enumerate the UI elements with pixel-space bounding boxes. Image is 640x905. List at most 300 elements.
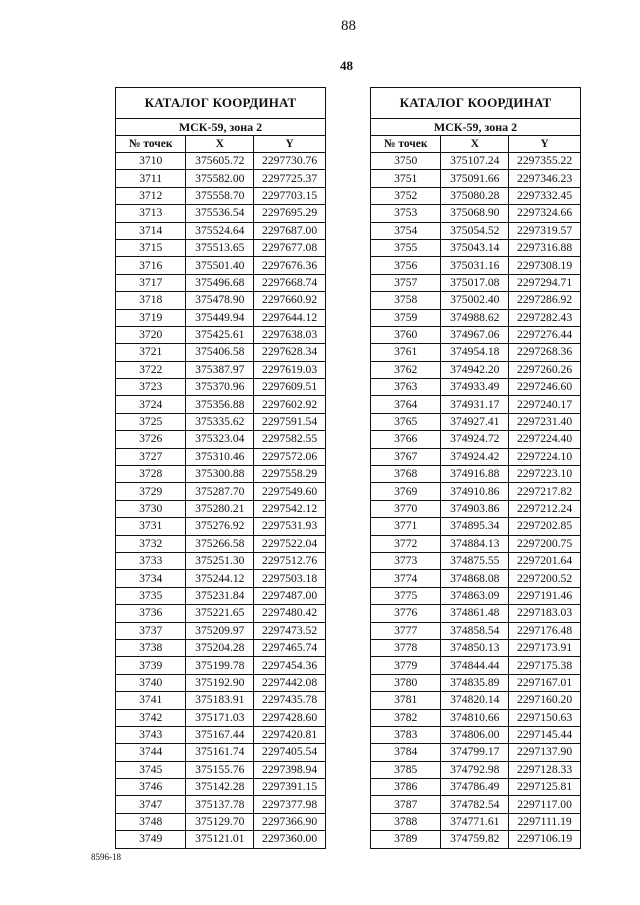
table-row	[116, 413, 326, 430]
point-number-cell: 3713	[116, 205, 186, 222]
table-row	[371, 187, 581, 204]
x-coordinate-cell: 374988.62	[441, 309, 509, 326]
y-coordinate-cell: 2297644.12	[254, 309, 326, 326]
y-coordinate-cell: 2297316.88	[509, 239, 581, 256]
y-coordinate-cell: 2297549.60	[254, 483, 326, 500]
y-coordinate-cell: 2297676.36	[254, 257, 326, 274]
y-coordinate-cell: 2297106.19	[509, 831, 581, 848]
point-number-cell: 3770	[371, 500, 441, 517]
y-coordinate-cell: 2297294.71	[509, 274, 581, 291]
point-number-cell: 3751	[371, 170, 441, 187]
y-coordinate-cell: 2297480.42	[254, 605, 326, 622]
table-row	[371, 587, 581, 604]
point-number-cell: 3789	[371, 831, 441, 848]
column-header-y: Y	[509, 136, 581, 153]
point-number-cell: 3732	[116, 535, 186, 552]
table-row	[371, 257, 581, 274]
y-coordinate-cell: 2297200.75	[509, 535, 581, 552]
point-number-cell: 3735	[116, 587, 186, 604]
point-number-cell: 3765	[371, 413, 441, 430]
column-header-point: № точек	[116, 136, 186, 153]
point-number-cell: 3723	[116, 379, 186, 396]
y-coordinate-cell: 2297487.00	[254, 587, 326, 604]
x-coordinate-cell: 374850.13	[441, 639, 509, 656]
table-row	[116, 361, 326, 378]
x-coordinate-cell: 374810.66	[441, 709, 509, 726]
table-row	[116, 831, 326, 848]
column-header-x: X	[441, 136, 509, 153]
coordinate-catalog-table-right	[370, 87, 581, 849]
table-row	[371, 657, 581, 674]
table-row	[116, 796, 326, 813]
point-number-cell: 3747	[116, 796, 186, 813]
x-coordinate-cell: 375107.24	[441, 153, 509, 170]
x-coordinate-cell: 374884.13	[441, 535, 509, 552]
table-row	[371, 413, 581, 430]
x-coordinate-cell: 375091.66	[441, 170, 509, 187]
y-coordinate-cell: 2297224.40	[509, 431, 581, 448]
point-number-cell: 3718	[116, 292, 186, 309]
x-coordinate-cell: 374942.20	[441, 361, 509, 378]
y-coordinate-cell: 2297558.29	[254, 466, 326, 483]
table-row	[371, 500, 581, 517]
table-row	[116, 518, 326, 535]
point-number-cell: 3762	[371, 361, 441, 378]
table-row	[371, 466, 581, 483]
point-number-cell: 3769	[371, 483, 441, 500]
y-coordinate-cell: 2297377.98	[254, 796, 326, 813]
x-coordinate-cell: 375310.46	[186, 448, 254, 465]
table-row	[371, 153, 581, 170]
point-number-cell: 3773	[371, 552, 441, 569]
y-coordinate-cell: 2297240.17	[509, 396, 581, 413]
point-number-cell: 3774	[371, 570, 441, 587]
y-coordinate-cell: 2297167.01	[509, 674, 581, 691]
x-coordinate-cell: 374820.14	[441, 692, 509, 709]
table-row	[371, 761, 581, 778]
point-number-cell: 3776	[371, 605, 441, 622]
y-coordinate-cell: 2297619.03	[254, 361, 326, 378]
table-row	[371, 813, 581, 830]
x-coordinate-cell: 374910.86	[441, 483, 509, 500]
x-coordinate-cell: 374967.06	[441, 326, 509, 343]
y-coordinate-cell: 2297260.26	[509, 361, 581, 378]
x-coordinate-cell: 375167.44	[186, 726, 254, 743]
table-row	[116, 587, 326, 604]
x-coordinate-cell: 375244.12	[186, 570, 254, 587]
table-row	[116, 309, 326, 326]
x-coordinate-cell: 375276.92	[186, 518, 254, 535]
y-coordinate-cell: 2297591.54	[254, 413, 326, 430]
point-number-cell: 3761	[371, 344, 441, 361]
point-number-cell: 3731	[116, 518, 186, 535]
table-row	[116, 396, 326, 413]
x-coordinate-cell: 374868.08	[441, 570, 509, 587]
table-row	[116, 239, 326, 256]
x-coordinate-cell: 374782.54	[441, 796, 509, 813]
y-coordinate-cell: 2297428.60	[254, 709, 326, 726]
y-coordinate-cell: 2297677.08	[254, 239, 326, 256]
point-number-cell: 3743	[116, 726, 186, 743]
point-number-cell: 3733	[116, 552, 186, 569]
y-coordinate-cell: 2297125.81	[509, 779, 581, 796]
table-row	[371, 570, 581, 587]
y-coordinate-cell: 2297522.04	[254, 535, 326, 552]
x-coordinate-cell: 375054.52	[441, 222, 509, 239]
y-coordinate-cell: 2297346.23	[509, 170, 581, 187]
point-number-cell: 3710	[116, 153, 186, 170]
column-header-y: Y	[254, 136, 326, 153]
y-coordinate-cell: 2297473.52	[254, 622, 326, 639]
point-number-cell: 3775	[371, 587, 441, 604]
table-row	[371, 726, 581, 743]
y-coordinate-cell: 2297324.66	[509, 205, 581, 222]
point-number-cell: 3767	[371, 448, 441, 465]
y-coordinate-cell: 2297602.92	[254, 396, 326, 413]
point-number-cell: 3758	[371, 292, 441, 309]
sub-page-number: 48	[340, 58, 353, 73]
x-coordinate-cell: 375043.14	[441, 239, 509, 256]
table-row	[116, 726, 326, 743]
table-row	[371, 605, 581, 622]
x-coordinate-cell: 375183.91	[186, 692, 254, 709]
x-coordinate-cell: 375370.96	[186, 379, 254, 396]
point-number-cell: 3725	[116, 413, 186, 430]
x-coordinate-cell: 375536.54	[186, 205, 254, 222]
point-number-cell: 3722	[116, 361, 186, 378]
point-number-cell: 3712	[116, 187, 186, 204]
table-row	[371, 239, 581, 256]
y-coordinate-cell: 2297391.15	[254, 779, 326, 796]
table-row	[116, 448, 326, 465]
table-row	[371, 483, 581, 500]
y-coordinate-cell: 2297212.24	[509, 500, 581, 517]
y-coordinate-cell: 2297332.45	[509, 187, 581, 204]
y-coordinate-cell: 2297695.29	[254, 205, 326, 222]
x-coordinate-cell: 374875.55	[441, 552, 509, 569]
y-coordinate-cell: 2297542.12	[254, 500, 326, 517]
x-coordinate-cell: 374786.49	[441, 779, 509, 796]
table-row	[116, 639, 326, 656]
point-number-cell: 3745	[116, 761, 186, 778]
x-coordinate-cell: 374799.17	[441, 744, 509, 761]
table-row	[116, 535, 326, 552]
x-coordinate-cell: 374759.82	[441, 831, 509, 848]
table-row	[371, 396, 581, 413]
point-number-cell: 3711	[116, 170, 186, 187]
x-coordinate-cell: 375582.00	[186, 170, 254, 187]
point-number-cell: 3726	[116, 431, 186, 448]
point-number-cell: 3741	[116, 692, 186, 709]
y-coordinate-cell: 2297725.37	[254, 170, 326, 187]
x-coordinate-cell: 375524.64	[186, 222, 254, 239]
x-coordinate-cell: 375129.70	[186, 813, 254, 830]
x-coordinate-cell: 374861.48	[441, 605, 509, 622]
point-number-cell: 3772	[371, 535, 441, 552]
table-row	[371, 535, 581, 552]
table-row	[116, 170, 326, 187]
y-coordinate-cell: 2297276.44	[509, 326, 581, 343]
point-number-cell: 3730	[116, 500, 186, 517]
y-coordinate-cell: 2297200.52	[509, 570, 581, 587]
y-coordinate-cell: 2297191.46	[509, 587, 581, 604]
x-coordinate-cell: 375121.01	[186, 831, 254, 848]
table-row	[116, 326, 326, 343]
x-coordinate-cell: 375231.84	[186, 587, 254, 604]
table-row	[116, 431, 326, 448]
point-number-cell: 3740	[116, 674, 186, 691]
point-number-cell: 3757	[371, 274, 441, 291]
x-coordinate-cell: 375161.74	[186, 744, 254, 761]
x-coordinate-cell: 374924.42	[441, 448, 509, 465]
table-row	[116, 761, 326, 778]
table-row	[371, 448, 581, 465]
table-row	[116, 813, 326, 830]
y-coordinate-cell: 2297366.90	[254, 813, 326, 830]
x-coordinate-cell: 375002.40	[441, 292, 509, 309]
table-title: КАТАЛОГ КООРДИНАТ	[116, 88, 326, 119]
x-coordinate-cell: 375335.62	[186, 413, 254, 430]
table-row	[371, 309, 581, 326]
x-coordinate-cell: 375221.65	[186, 605, 254, 622]
y-coordinate-cell: 2297183.03	[509, 605, 581, 622]
x-coordinate-cell: 374792.98	[441, 761, 509, 778]
x-coordinate-cell: 375142.28	[186, 779, 254, 796]
point-number-cell: 3746	[116, 779, 186, 796]
point-number-cell: 3756	[371, 257, 441, 274]
x-coordinate-cell: 374863.09	[441, 587, 509, 604]
x-coordinate-cell: 375171.03	[186, 709, 254, 726]
table-row	[116, 657, 326, 674]
y-coordinate-cell: 2297687.00	[254, 222, 326, 239]
x-coordinate-cell: 375280.21	[186, 500, 254, 517]
table-row	[371, 205, 581, 222]
y-coordinate-cell: 2297355.22	[509, 153, 581, 170]
x-coordinate-cell: 374931.17	[441, 396, 509, 413]
table-row	[371, 518, 581, 535]
point-number-cell: 3788	[371, 813, 441, 830]
y-coordinate-cell: 2297703.15	[254, 187, 326, 204]
y-coordinate-cell: 2297512.76	[254, 552, 326, 569]
y-coordinate-cell: 2297268.36	[509, 344, 581, 361]
table-row	[116, 187, 326, 204]
x-coordinate-cell: 375478.90	[186, 292, 254, 309]
x-coordinate-cell: 374903.86	[441, 500, 509, 517]
x-coordinate-cell: 375501.40	[186, 257, 254, 274]
y-coordinate-cell: 2297128.33	[509, 761, 581, 778]
point-number-cell: 3759	[371, 309, 441, 326]
table-row	[116, 257, 326, 274]
point-number-cell: 3760	[371, 326, 441, 343]
table-row	[116, 344, 326, 361]
point-number-cell: 3782	[371, 709, 441, 726]
x-coordinate-cell: 375287.70	[186, 483, 254, 500]
y-coordinate-cell: 2297638.03	[254, 326, 326, 343]
x-coordinate-cell: 375513.65	[186, 239, 254, 256]
point-number-cell: 3786	[371, 779, 441, 796]
table-row	[116, 379, 326, 396]
point-number-cell: 3749	[116, 831, 186, 848]
point-number-cell: 3780	[371, 674, 441, 691]
point-number-cell: 3736	[116, 605, 186, 622]
table-row	[371, 674, 581, 691]
table-row	[116, 274, 326, 291]
point-number-cell: 3729	[116, 483, 186, 500]
y-coordinate-cell: 2297454.36	[254, 657, 326, 674]
y-coordinate-cell: 2297111.19	[509, 813, 581, 830]
table-row	[371, 222, 581, 239]
x-coordinate-cell: 375204.28	[186, 639, 254, 656]
x-coordinate-cell: 375425.61	[186, 326, 254, 343]
x-coordinate-cell: 375266.58	[186, 535, 254, 552]
point-number-cell: 3742	[116, 709, 186, 726]
point-number-cell: 3779	[371, 657, 441, 674]
y-coordinate-cell: 2297117.00	[509, 796, 581, 813]
x-coordinate-cell: 374895.34	[441, 518, 509, 535]
y-coordinate-cell: 2297308.19	[509, 257, 581, 274]
x-coordinate-cell: 375209.97	[186, 622, 254, 639]
point-number-cell: 3771	[371, 518, 441, 535]
table-title: КАТАЛОГ КООРДИНАТ	[371, 88, 581, 119]
y-coordinate-cell: 2297572.06	[254, 448, 326, 465]
column-header-point: № точек	[371, 136, 441, 153]
point-number-cell: 3766	[371, 431, 441, 448]
column-header-x: X	[186, 136, 254, 153]
point-number-cell: 3724	[116, 396, 186, 413]
table-row	[371, 779, 581, 796]
x-coordinate-cell: 375017.08	[441, 274, 509, 291]
point-number-cell: 3785	[371, 761, 441, 778]
point-number-cell: 3778	[371, 639, 441, 656]
x-coordinate-cell: 374954.18	[441, 344, 509, 361]
point-number-cell: 3734	[116, 570, 186, 587]
table-row	[371, 170, 581, 187]
point-number-cell: 3737	[116, 622, 186, 639]
x-coordinate-cell: 375137.78	[186, 796, 254, 813]
point-number-cell: 3763	[371, 379, 441, 396]
table-row	[371, 744, 581, 761]
point-number-cell: 3739	[116, 657, 186, 674]
y-coordinate-cell: 2297442.08	[254, 674, 326, 691]
table-row	[116, 292, 326, 309]
x-coordinate-cell: 375300.88	[186, 466, 254, 483]
x-coordinate-cell: 375251.30	[186, 552, 254, 569]
coordinate-catalog-table-left	[115, 87, 326, 849]
table-row	[116, 500, 326, 517]
x-coordinate-cell: 375356.88	[186, 396, 254, 413]
y-coordinate-cell: 2297360.00	[254, 831, 326, 848]
point-number-cell: 3753	[371, 205, 441, 222]
point-number-cell: 3719	[116, 309, 186, 326]
point-number-cell: 3715	[116, 239, 186, 256]
y-coordinate-cell: 2297531.93	[254, 518, 326, 535]
point-number-cell: 3720	[116, 326, 186, 343]
x-coordinate-cell: 374933.49	[441, 379, 509, 396]
y-coordinate-cell: 2297582.55	[254, 431, 326, 448]
table-row	[371, 552, 581, 569]
table-row	[116, 605, 326, 622]
point-number-cell: 3738	[116, 639, 186, 656]
y-coordinate-cell: 2297420.81	[254, 726, 326, 743]
y-coordinate-cell: 2297319.57	[509, 222, 581, 239]
table-row	[116, 466, 326, 483]
table-row	[371, 639, 581, 656]
table-row	[116, 222, 326, 239]
y-coordinate-cell: 2297628.34	[254, 344, 326, 361]
point-number-cell: 3717	[116, 274, 186, 291]
table-row	[116, 153, 326, 170]
table-row	[371, 709, 581, 726]
point-number-cell: 3727	[116, 448, 186, 465]
y-coordinate-cell: 2297730.76	[254, 153, 326, 170]
table-row	[371, 796, 581, 813]
x-coordinate-cell: 375155.76	[186, 761, 254, 778]
y-coordinate-cell: 2297660.92	[254, 292, 326, 309]
point-number-cell: 3777	[371, 622, 441, 639]
x-coordinate-cell: 375323.04	[186, 431, 254, 448]
x-coordinate-cell: 375605.72	[186, 153, 254, 170]
y-coordinate-cell: 2297465.74	[254, 639, 326, 656]
x-coordinate-cell: 374858.54	[441, 622, 509, 639]
y-coordinate-cell: 2297223.10	[509, 466, 581, 483]
x-coordinate-cell: 375449.94	[186, 309, 254, 326]
point-number-cell: 3728	[116, 466, 186, 483]
x-coordinate-cell: 374844.44	[441, 657, 509, 674]
y-coordinate-cell: 2297503.18	[254, 570, 326, 587]
point-number-cell: 3748	[116, 813, 186, 830]
y-coordinate-cell: 2297668.74	[254, 274, 326, 291]
point-number-cell: 3755	[371, 239, 441, 256]
x-coordinate-cell: 374806.00	[441, 726, 509, 743]
point-number-cell: 3768	[371, 466, 441, 483]
x-coordinate-cell: 375558.70	[186, 187, 254, 204]
point-number-cell: 3754	[371, 222, 441, 239]
table-row	[371, 344, 581, 361]
point-number-cell: 3714	[116, 222, 186, 239]
table-row	[116, 709, 326, 726]
x-coordinate-cell: 375031.16	[441, 257, 509, 274]
table-row	[116, 622, 326, 639]
y-coordinate-cell: 2297246.60	[509, 379, 581, 396]
table-row	[371, 431, 581, 448]
point-number-cell: 3783	[371, 726, 441, 743]
x-coordinate-cell: 375387.97	[186, 361, 254, 378]
table-row	[371, 361, 581, 378]
point-number-cell: 3744	[116, 744, 186, 761]
x-coordinate-cell: 375496.68	[186, 274, 254, 291]
point-number-cell: 3721	[116, 344, 186, 361]
y-coordinate-cell: 2297176.48	[509, 622, 581, 639]
x-coordinate-cell: 375068.90	[441, 205, 509, 222]
table-row	[116, 570, 326, 587]
x-coordinate-cell: 374835.89	[441, 674, 509, 691]
x-coordinate-cell: 374771.61	[441, 813, 509, 830]
table-row	[371, 379, 581, 396]
y-coordinate-cell: 2297282.43	[509, 309, 581, 326]
y-coordinate-cell: 2297217.82	[509, 483, 581, 500]
x-coordinate-cell: 375080.28	[441, 187, 509, 204]
table-row	[116, 552, 326, 569]
point-number-cell: 3787	[371, 796, 441, 813]
table-zone: МСК-59, зона 2	[371, 119, 581, 136]
point-number-cell: 3784	[371, 744, 441, 761]
x-coordinate-cell: 374927.41	[441, 413, 509, 430]
table-row	[116, 483, 326, 500]
table-row	[371, 292, 581, 309]
y-coordinate-cell: 2297145.44	[509, 726, 581, 743]
x-coordinate-cell: 374916.88	[441, 466, 509, 483]
table-row	[371, 831, 581, 848]
